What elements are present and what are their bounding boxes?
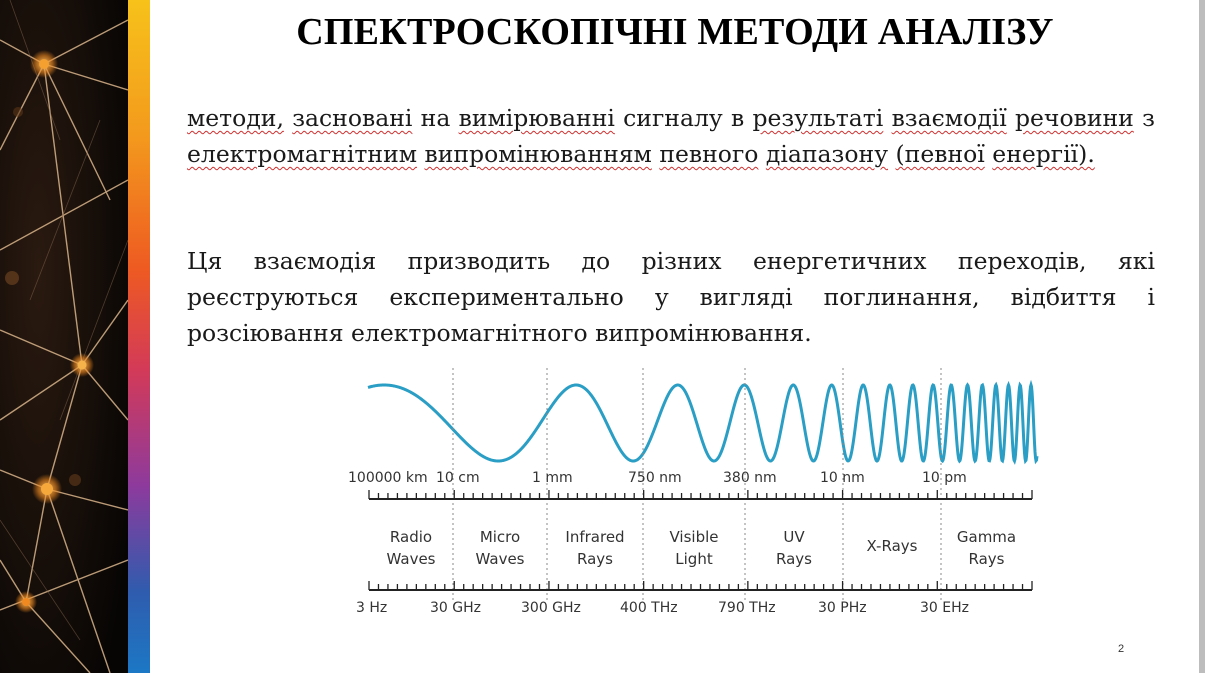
word: з — [1142, 104, 1155, 132]
wavelength-label: 10 pm — [922, 470, 967, 486]
definition-paragraph — [187, 100, 1155, 172]
region-label: Rays — [577, 550, 613, 568]
frequency-label: 790 THz — [718, 600, 776, 616]
interaction-paragraph: Ця взаємодія призводить до різних енергетичних переходів, які реєструються експериментально у вигляді поглинання, відбиття і розсіювання електромагнітного випромінювання. — [187, 247, 1155, 347]
wavelength-label: 100000 km — [348, 470, 428, 486]
em-wave — [368, 385, 1037, 461]
word: в — [730, 104, 745, 132]
frequency-ruler — [369, 581, 1032, 590]
word: на — [420, 104, 451, 132]
region-label: Visible — [669, 528, 719, 546]
frequency-labels — [356, 600, 969, 616]
word: електромагнітним — [187, 140, 418, 168]
word: (певної — [895, 140, 985, 168]
network-photo-decoration — [0, 0, 128, 673]
frequency-label: 300 GHz — [521, 600, 581, 616]
word: сигналу — [623, 104, 723, 132]
slide-title: СПЕКТРОСКОПІЧНІ МЕТОДИ АНАЛІЗУ — [296, 11, 1054, 53]
word: енергії). — [992, 140, 1095, 168]
region-label: Waves — [386, 550, 436, 568]
region-labels — [387, 528, 1017, 568]
word: результаті — [752, 104, 884, 132]
word: діапазону — [765, 140, 889, 168]
wavelength-label: 750 nm — [628, 470, 682, 486]
region-label: Radio — [389, 528, 433, 546]
word: методи, — [187, 104, 284, 132]
word: взаємодії — [891, 104, 1007, 132]
region-label: Gamma — [956, 528, 1017, 546]
slide-edge — [1199, 0, 1205, 673]
wavelength-label: 10 cm — [436, 470, 480, 486]
frequency-label: 30 GHz — [430, 600, 481, 616]
gradient-accent-bar — [128, 0, 150, 673]
wavelength-ruler — [369, 490, 1032, 499]
frequency-label: 30 PHz — [818, 600, 867, 616]
region-label: Rays — [968, 550, 1005, 568]
region-label: Infrared — [565, 528, 625, 546]
frequency-label: 400 THz — [620, 600, 678, 616]
word: засновані — [292, 104, 413, 132]
wavelength-label: 1 mm — [532, 470, 573, 486]
region-label: Micro — [479, 528, 521, 546]
wavelength-labels — [348, 470, 967, 486]
word: випромінюванням — [424, 140, 652, 168]
region-label: Rays — [776, 550, 812, 568]
region-label: Waves — [475, 550, 525, 568]
frequency-label: 30 EHz — [920, 600, 969, 616]
region-label: UV — [783, 528, 805, 546]
wavelength-label: 380 nm — [723, 470, 777, 486]
page-number: 2 — [1118, 643, 1125, 655]
word: певного — [659, 140, 759, 168]
region-label: X-Rays — [866, 537, 918, 555]
region-label: Light — [675, 550, 713, 568]
electromagnetic-spectrum-diagram — [340, 368, 1050, 628]
word: речовини — [1014, 104, 1134, 132]
word: вимірюванні — [458, 104, 615, 132]
frequency-label: 3 Hz — [356, 600, 388, 616]
wavelength-label: 10 nm — [820, 470, 865, 486]
